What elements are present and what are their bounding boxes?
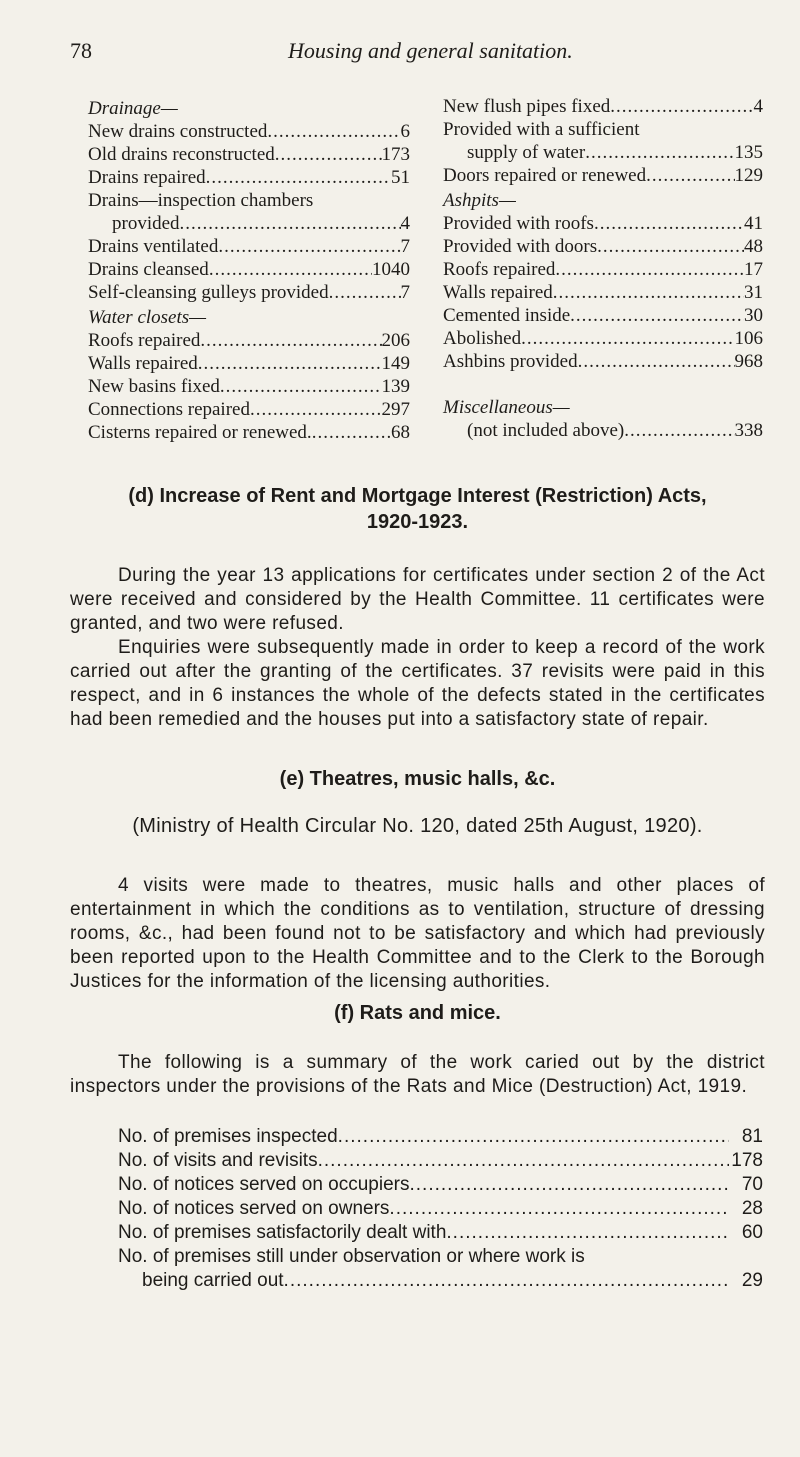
list-item	[118, 1173, 763, 1197]
list-item	[443, 304, 763, 327]
list-item	[88, 375, 410, 398]
item-value: 81	[741, 1126, 763, 1147]
list-item	[118, 1245, 763, 1269]
list-item	[88, 120, 410, 143]
list-item	[118, 1197, 763, 1221]
list-item	[88, 329, 410, 352]
item-value: 206	[381, 330, 410, 351]
item-value: 173	[381, 144, 410, 165]
section-f-heading: (f) Rats and mice.	[334, 1002, 501, 1024]
item-label: Walls repaired	[443, 282, 553, 303]
item-label: Drains ventilated	[88, 236, 219, 257]
list-item	[443, 235, 763, 258]
item-label: Walls repaired	[88, 353, 198, 374]
item-value: 7	[400, 236, 410, 257]
left-column	[88, 95, 410, 444]
list-item	[88, 281, 410, 304]
item-label: New drains constructed	[88, 121, 268, 142]
item-value: 41	[744, 213, 763, 234]
section-d-paragraph-1: During the year 13 applications for certificates under section 2 of the Act were received and considered by the Health Committee. 11 certificates were granted, and two were refused.	[70, 565, 765, 634]
item-label: being carried out	[142, 1270, 284, 1291]
item-value: 149	[381, 353, 410, 374]
list-item	[443, 95, 763, 118]
page-number: 78	[70, 38, 92, 63]
item-label: Ashbins provided	[443, 351, 578, 372]
ashpits-title: Ashpits—	[443, 190, 516, 211]
item-value: 297	[381, 399, 410, 420]
list-item	[88, 166, 410, 189]
item-value: 7	[400, 282, 410, 303]
item-label: (not included above)	[467, 420, 625, 441]
section-f-paragraph: The following is a summary of the work caried out by the district inspectors under the provisions of the Rats and Mice (Destruction) Act, 1919.	[70, 1052, 765, 1097]
list-item	[443, 327, 763, 350]
water-closets-title: Water closets—	[88, 307, 207, 328]
section-d-heading-line2: 1920-1923.	[366, 511, 469, 533]
list-item	[88, 189, 410, 212]
section-e-paragraph: 4 visits were made to theatres, music halls and other places of entertainment in which the conditions as to ventilation, structure of dressing rooms, &c., had been found not to be satisfactory and which had previously been reported upon to the Health Committee and to the Clerk to the Borough Justices for the information of the licensing authorities.	[70, 875, 765, 992]
item-label: Provided with doors	[443, 236, 598, 257]
item-value: 135	[734, 142, 763, 163]
item-label: Self-cleansing gulleys provided	[88, 282, 329, 303]
item-value: 29	[741, 1270, 763, 1291]
item-label: No. of premises satisfactorily dealt with	[118, 1222, 447, 1243]
item-label: Drains—inspection chambers	[88, 190, 314, 211]
section-e-heading: (e) Theatres, music halls, &c.	[279, 768, 556, 790]
list-item	[443, 281, 763, 304]
item-value: 30	[744, 305, 763, 326]
list-item-continuation	[443, 141, 763, 164]
list-item	[88, 258, 410, 281]
item-value: 338	[734, 420, 763, 441]
item-value: 178	[731, 1150, 763, 1171]
item-label: No. of notices served on owners	[118, 1198, 390, 1219]
list-item-continuation	[118, 1269, 763, 1293]
item-label: Drains repaired	[88, 167, 206, 188]
item-label: Old drains reconstructed	[88, 144, 275, 165]
list-item	[443, 164, 763, 187]
item-label: Cisterns repaired or renewed.	[88, 422, 312, 443]
section-e-subheading: (Ministry of Health Circular No. 120, dated 25th August, 1920).	[132, 815, 703, 837]
item-value: 4	[753, 96, 763, 117]
item-value: 28	[741, 1198, 763, 1219]
item-value: 139	[381, 376, 410, 397]
rats-summary-list	[118, 1125, 763, 1293]
list-item	[118, 1125, 763, 1149]
item-value: 1040	[372, 259, 410, 280]
item-value: 31	[744, 282, 763, 303]
item-label: No. of premises still under observation or where work is	[118, 1246, 585, 1267]
list-item	[443, 350, 763, 373]
running-title: Housing and general sanitation.	[288, 38, 573, 63]
item-label: Roofs repaired	[88, 330, 201, 351]
drainage-title: Drainage—	[88, 98, 178, 119]
list-item	[88, 235, 410, 258]
item-label: Abolished	[443, 328, 522, 349]
miscellaneous-title: Miscellaneous—	[443, 397, 570, 418]
item-value: 4	[400, 213, 410, 234]
item-value: 17	[744, 259, 763, 280]
item-label: No. of premises inspected	[118, 1126, 338, 1147]
item-value: 968	[734, 351, 763, 372]
item-label: New flush pipes fixed	[443, 96, 611, 117]
list-item	[88, 421, 410, 444]
list-item	[118, 1221, 763, 1245]
list-item-continuation	[88, 212, 410, 235]
list-item	[443, 212, 763, 235]
item-label: Drains cleansed	[88, 259, 209, 280]
section-d-paragraph-2: Enquiries were subsequently made in order to keep a record of the work carried out after the granting of the certificates. 37 revisits were paid in this respect, and in 6 instances the whole of the defects stated in the certificates had been remedied and the houses put into a satisfactory state of repair.	[70, 637, 765, 730]
item-label: No. of notices served on occupiers	[118, 1174, 410, 1195]
item-label: New basins fixed	[88, 376, 220, 397]
list-item	[118, 1149, 763, 1173]
list-item	[88, 352, 410, 375]
item-label: supply of water	[467, 142, 586, 163]
right-column	[443, 95, 763, 442]
item-value: 51	[391, 167, 410, 188]
item-value: 129	[734, 165, 763, 186]
item-value: 6	[400, 121, 410, 142]
item-label: No. of visits and revisits	[118, 1150, 318, 1171]
list-item	[88, 143, 410, 166]
list-item	[443, 258, 763, 281]
item-label: Connections repaired	[88, 399, 250, 420]
section-d-heading-line1: (d) Increase of Rent and Mortgage Interest (Restriction) Acts,	[128, 485, 707, 507]
item-value: 70	[741, 1174, 763, 1195]
list-item	[443, 118, 763, 141]
item-value: 68	[391, 422, 410, 443]
list-item	[443, 419, 763, 442]
item-value: 48	[744, 236, 763, 257]
item-label: Cemented inside	[443, 305, 571, 326]
item-label: Doors repaired or renewed	[443, 165, 647, 186]
list-item	[88, 398, 410, 421]
item-label: provided	[112, 213, 180, 234]
page-header	[70, 38, 760, 68]
item-value: 60	[741, 1222, 763, 1243]
item-label: Provided with a sufficient	[443, 119, 640, 140]
item-label: Roofs repaired	[443, 259, 556, 280]
item-label: Provided with roofs	[443, 213, 594, 234]
item-value: 106	[734, 328, 763, 349]
section-d-heading	[70, 483, 765, 535]
